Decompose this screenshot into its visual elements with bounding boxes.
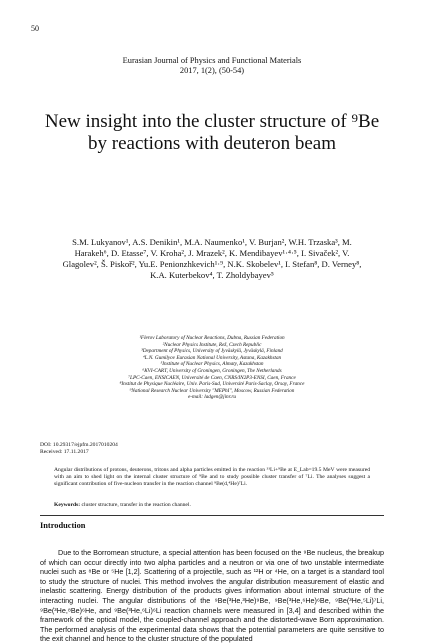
keywords (54, 502, 370, 508)
publication-info (40, 442, 118, 456)
affiliation-3: ³Department of Physics, University of Jyväskylä, Jyväskylä, Finland (141, 348, 283, 355)
affiliation-9: ⁹National Research Nuclear University "MEPhI", Moscow, Russian Federation (129, 387, 295, 394)
page-number: 50 (31, 24, 39, 33)
affiliation-7: ⁷LPC-Caen, ENSICAEN, Université de Caen, CNRS/IN2P3-ENSI, Caen, France (128, 374, 296, 381)
affiliation-5: ⁵Institute of Nuclear Physics, Almaty, Kazakhstan (160, 361, 264, 368)
affiliation-2: ²Nuclear Physics Institute, Rež, Czech Republic (162, 341, 262, 348)
keywords-text: cluster structure, transfer in the reaction channel. (81, 502, 191, 508)
journal-header (0, 56, 424, 76)
journal-issue: 2017, 1(2), (50-54) (179, 66, 245, 75)
doi[interactable]: DOI: 10.29317/ejpfm.2017010204 (40, 442, 118, 448)
intro-paragraph (40, 548, 384, 644)
author-list: S.M. Lukyanov¹, A.S. Denikin¹, M.A. Naumenko¹, V. Burjan², W.H. Trzaska³, M. Harakeh⁶, D. Etasse⁷, V. Kroha², J. Mrazek², K. Mendibayev¹·⁴·⁵, I. Sivaček², V. Glagolev², Š. Piskoř², Yu.E. Penionzhkevich¹·⁹, N.K. Skobelev¹, I. Stefan⁸, D. Verney⁸, K.A. Kuterbekov⁴, T. Zholdybayev⁵ (62, 237, 362, 280)
affiliations (70, 335, 354, 401)
intro-text: Due to the Borromean structure, a special attention has been focused on the ⁹Be nucleus, the breakup of which can occur directly into two alpha particles and a neutron or via one of two unstable intermediate nuclei such as ⁸Be or ⁵He [1,2]. Scattering of a projectile, such as ¹²H or ⁴He, on a target is a standard tool to study the structure of nuclei. This method involves the angular distribution measurement of elastic and inelastic scattering. Energy distribution of the products gives information about internal structure of the interacting nuclei. The angular distributions of the ⁹Be(³He,³He)⁹Be, ⁹Be(³He,⁶He)⁶Be, ⁹Be(³He,⁵Li)⁷Li, ⁹Be(³He,⁸Be)⁶He, and ⁹Be(³He,⁶Li)⁶Li reaction channels were measured in [3,4] and described within the framework of the optical model, the coupled-channel approach and the distorted-wave Born approximation. The performed analysis of the experimental data shows that the potential parameters are quite sensitive to the exit channel and hence to the cluster structure of the populated (40, 548, 384, 644)
section-divider (40, 515, 384, 516)
received-date: Received: 17.11.2017 (40, 449, 89, 455)
affiliation-6: ⁶KVI-CART, University of Groningen, Groningen, The Netherlands (142, 367, 282, 374)
paper-title: New insight into the cluster structure of ⁹Be by reactions with deuteron beam (44, 111, 380, 154)
contact-email[interactable]: e-mail: ladgen@jinr.ru (188, 394, 236, 401)
keywords-label: Keywords: (54, 502, 81, 508)
affiliation-1: ¹Flerov Laboratory of Nuclear Reactions, Dubna, Russian Federation (139, 335, 285, 341)
section-title: Introduction (40, 521, 86, 530)
affiliation-4: ⁴L.N. Gumilyov Eurasian National University, Astana, Kazakhstan (142, 354, 282, 361)
abstract: Angular distributions of protons, deuterons, tritons and alpha particles emitted in the reaction ³¹Li+⁹Be at E_Lab=19.5 MeV were measured with an aim to shed light on the internal cluster structure of ⁹Be and to study possible cluster transfer of ⁷Li. The analyses suggest a significant contribution of five-nucleon transfer in the reaction channel ⁹Be(d,⁴He)⁷Li. (54, 467, 370, 487)
affiliation-8: ⁸Institut de Physique Nucléaire, Univ. Paris-Sud, Université Paris-Saclay, Orsay, France (119, 381, 305, 388)
journal-name: Eurasian Journal of Physics and Functional Materials (122, 56, 302, 65)
